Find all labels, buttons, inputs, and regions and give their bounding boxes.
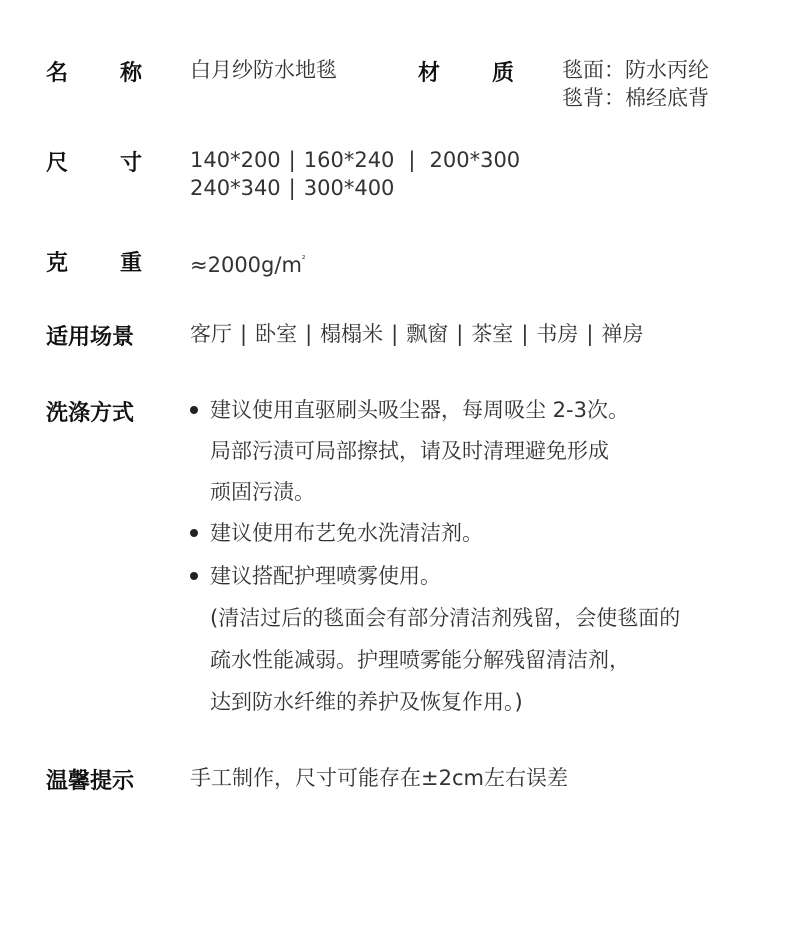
weight-label-char-2: 重 bbox=[119, 251, 142, 276]
name-label bbox=[46, 56, 142, 87]
name-value: 白月纱防水地毯 bbox=[190, 58, 337, 82]
washing-label: 洗涤方式 bbox=[46, 401, 135, 426]
size-separator: | bbox=[288, 148, 296, 172]
size-option: 240*340 bbox=[190, 176, 281, 200]
scene-separator: | bbox=[391, 322, 399, 346]
size-label bbox=[46, 146, 142, 177]
washing-line: 建议使用直驱刷头吸尘器，每周吸尘 2-3次。 bbox=[210, 398, 629, 422]
washing-line: 顽固污渍。 bbox=[210, 480, 315, 504]
scene-item: 客厅 bbox=[190, 322, 232, 346]
scene-separator: | bbox=[456, 322, 464, 346]
weight-value bbox=[190, 246, 306, 279]
scene-item: 榻榻米 bbox=[320, 322, 384, 346]
weight-unit-superscript: ² bbox=[301, 255, 306, 265]
size-separator: | bbox=[408, 148, 416, 172]
washing-line: (清洁过后的毯面会有部分清洁剂残留，会使毯面的 bbox=[210, 606, 681, 630]
bullet-icon bbox=[190, 406, 198, 414]
bullet-icon bbox=[190, 529, 198, 537]
bullet-icon bbox=[190, 572, 198, 580]
material-label bbox=[418, 56, 514, 87]
size-separator: | bbox=[288, 176, 296, 200]
washing-line: 建议搭配护理喷雾使用。 bbox=[210, 564, 441, 588]
scenes-list bbox=[190, 320, 643, 348]
washing-line: 局部污渍可局部擦拭，请及时清理避免形成 bbox=[210, 439, 609, 463]
washing-line: 达到防水纤维的养护及恢复作用。) bbox=[210, 690, 523, 714]
weight-number: ≈2000g/m bbox=[190, 253, 302, 277]
size-option: 200*300 bbox=[429, 148, 521, 172]
material-surface: 毯面：防水丙纶 bbox=[562, 58, 709, 82]
washing-line: 疏水性能减弱。护理喷雾能分解残留清洁剂， bbox=[210, 648, 630, 672]
scene-separator: | bbox=[521, 322, 529, 346]
size-option: 140*200 bbox=[190, 148, 281, 172]
scene-item: 茶室 bbox=[471, 322, 514, 346]
scene-separator: | bbox=[586, 322, 594, 346]
scene-item: 卧室 bbox=[255, 322, 298, 346]
size-label-char-1: 尺 bbox=[46, 151, 69, 176]
weight-label-char-1: 克 bbox=[46, 251, 69, 276]
scene-item: 飘窗 bbox=[406, 322, 449, 346]
material-label-char-1: 材 bbox=[418, 61, 441, 86]
weight-label bbox=[46, 246, 142, 277]
size-option: 160*240 bbox=[303, 148, 395, 172]
scene-separator: | bbox=[240, 322, 248, 346]
scene-item: 书房 bbox=[536, 322, 579, 346]
size-option: 300*400 bbox=[303, 176, 395, 200]
name-label-char-1: 名 bbox=[46, 61, 69, 86]
washing-line: 建议使用布艺免水洗清洁剂。 bbox=[210, 521, 483, 545]
size-label-char-2: 寸 bbox=[119, 151, 142, 176]
scene-item: 禅房 bbox=[601, 322, 644, 346]
tips-label: 温馨提示 bbox=[46, 769, 135, 794]
scene-separator: | bbox=[305, 322, 313, 346]
material-label-char-2: 质 bbox=[491, 61, 514, 86]
size-line-2 bbox=[190, 174, 394, 202]
material-backing: 毯背：棉经底背 bbox=[562, 86, 709, 110]
scenes-label: 适用场景 bbox=[46, 325, 135, 350]
size-line-1 bbox=[190, 146, 520, 174]
name-label-char-2: 称 bbox=[119, 61, 142, 86]
tips-value: 手工制作，尺寸可能存在±2cm左右误差 bbox=[190, 766, 568, 790]
